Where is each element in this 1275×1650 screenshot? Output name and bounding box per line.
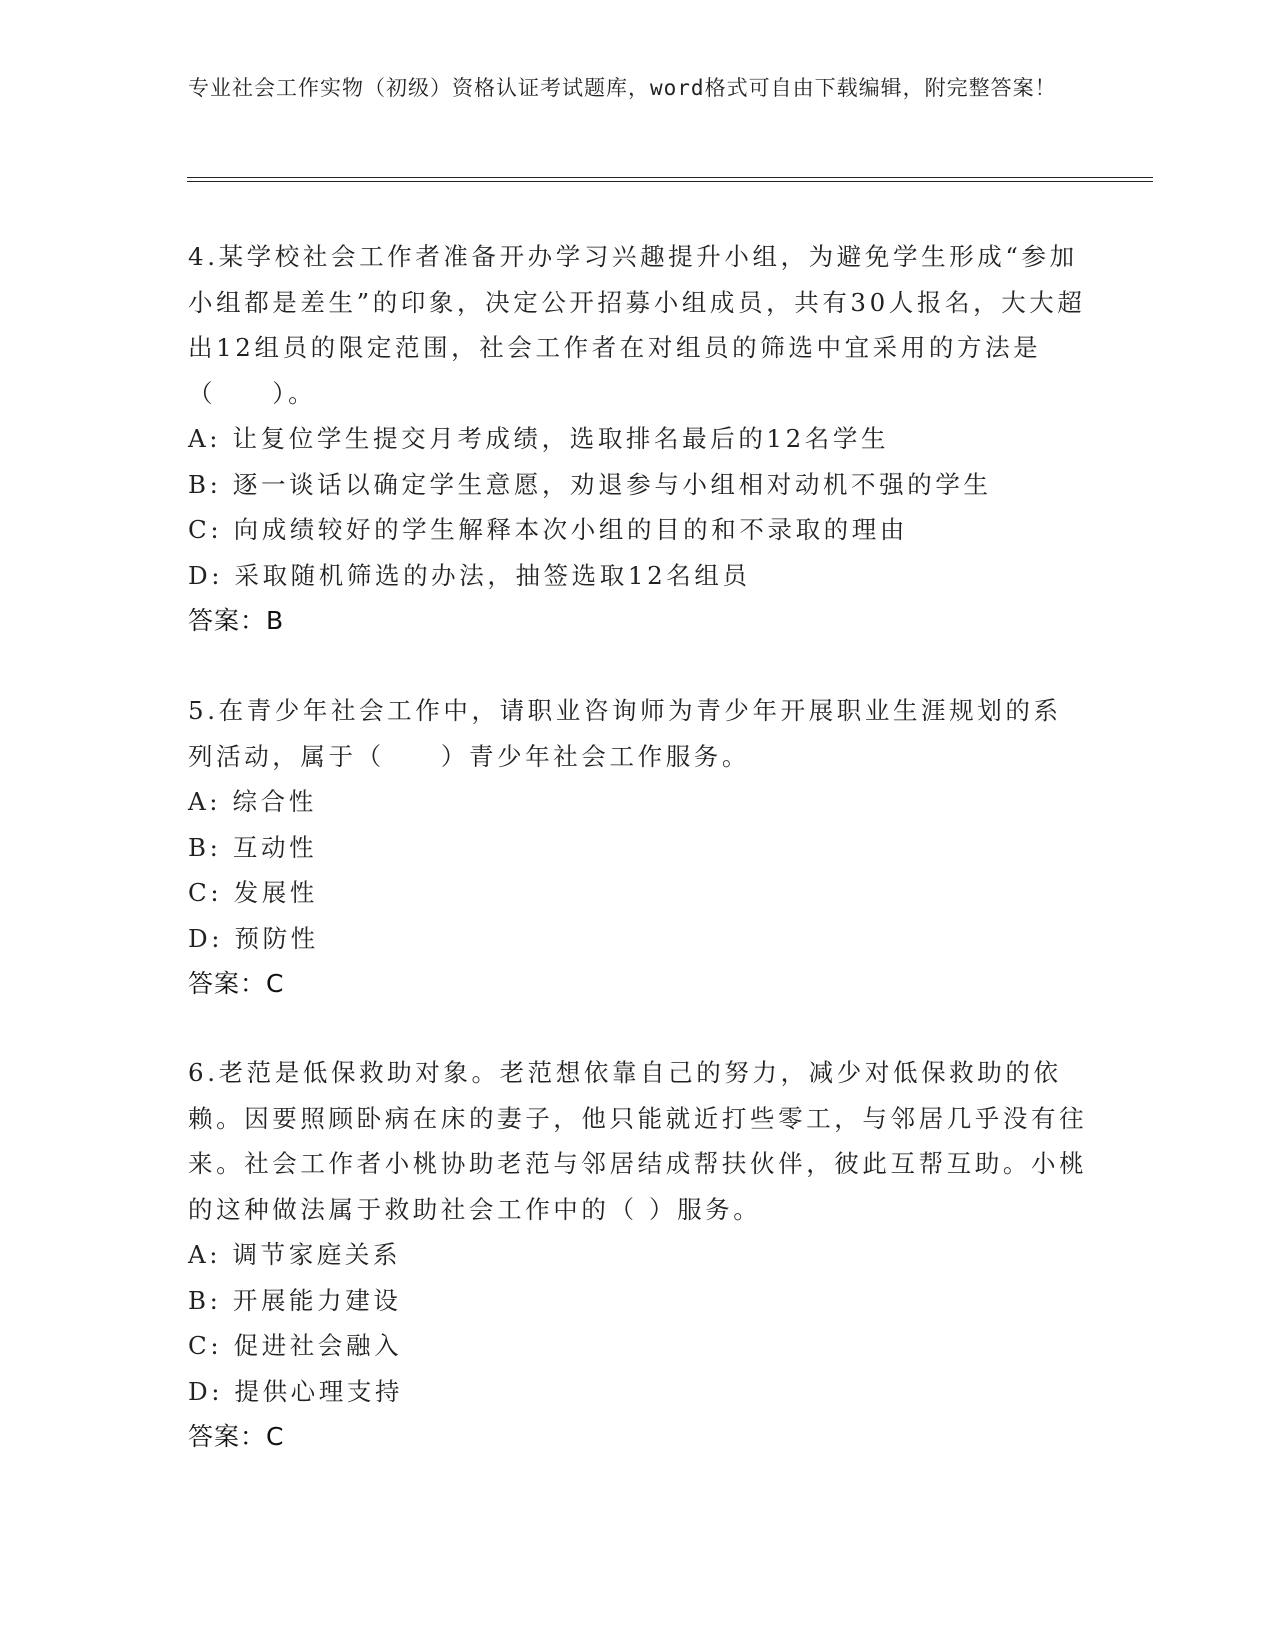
question-stem: 5.在青少年社会工作中，请职业咨询师为青少年开展职业生涯规划的系列活动，属于（ ）青少年社会工作服务。 [188, 696, 1062, 771]
option-a: A: 综合性 [188, 787, 317, 816]
header-text: 专业社会工作实物（初级）资格认证考试题库，word格式可自由下载编辑，附完整答案！ [188, 76, 1057, 100]
option-b: B: 开展能力建设 [188, 1285, 402, 1315]
document-header [188, 72, 1068, 104]
question-6 [188, 1050, 1088, 1460]
option-d: D: 采取随机筛选的办法，抽签选取12名组员 [188, 560, 751, 590]
question-4 [188, 234, 1088, 644]
question-5 [188, 688, 1088, 1007]
question-stem: 6.老范是低保救助对象。老范想依靠自己的努力，减少对低保救助的依赖。因要照顾卧病在床的妻子，他只能就近打些零工，与邻居几乎没有往来。社会工作者小桃协助老范与邻居结成帮扶伙伴，彼此互帮互助。小桃的这种做法属于救助社会工作中的（ ）服务。 [188, 1058, 1088, 1224]
option-c: C: 向成绩较好的学生解释本次小组的目的和不录取的理由 [188, 515, 908, 544]
option-c: C: 发展性 [188, 878, 318, 907]
answer: 答案：C [188, 969, 285, 998]
option-b: B: 逐一谈话以确定学生意愿，劝退参与小组相对动机不强的学生 [188, 469, 992, 499]
header-divider [187, 177, 1153, 182]
option-d: D: 预防性 [188, 923, 319, 953]
option-b: B: 互动性 [188, 832, 318, 862]
option-a: A: 让复位学生提交月考成绩，选取排名最后的12名学生 [188, 424, 890, 453]
answer: 答案：B [188, 606, 285, 635]
option-d: D: 提供心理支持 [188, 1376, 404, 1406]
option-a: A: 调节家庭关系 [188, 1240, 402, 1269]
option-c: C: 促进社会融入 [188, 1331, 403, 1360]
question-stem: 4.某学校社会工作者准备开办学习兴趣提升小组，为避免学生形成“参加小组都是差生”的印象，决定公开招募小组成员，共有30人报名，大大超出12组员的限定范围，社会工作者在对组员的筛选中宜采用的方法是（ ）。 [188, 242, 1086, 408]
answer: 答案：C [188, 1422, 285, 1451]
